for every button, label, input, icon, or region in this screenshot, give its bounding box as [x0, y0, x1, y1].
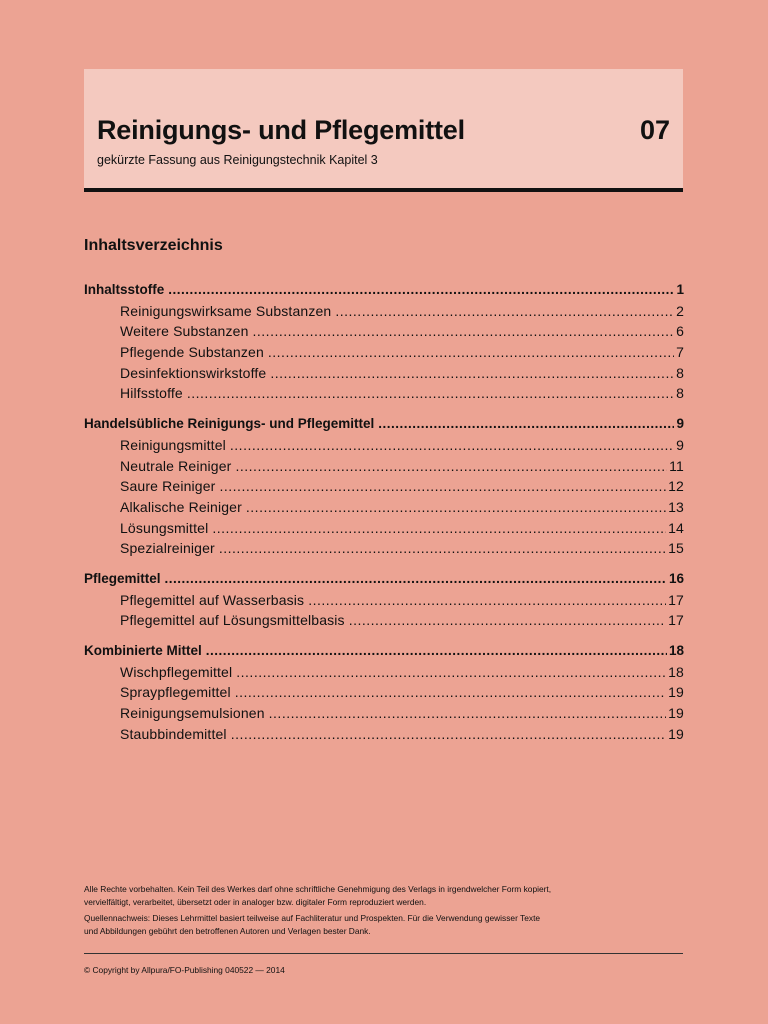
toc-entry-title: Pflegemittel auf Lösungsmittelbasis [120, 612, 345, 629]
toc-page-number: 19 [668, 684, 684, 701]
dot-leader [236, 662, 666, 683]
dot-leader [335, 301, 674, 322]
toc-page-number: 12 [668, 478, 684, 495]
chapter-number: 07 [639, 115, 670, 145]
toc-page-number: 2 [676, 302, 684, 319]
toc-subentry[interactable] [84, 682, 684, 703]
toc-entry-title: Kombinierte Mittel [84, 643, 202, 658]
toc-subentry[interactable] [84, 610, 684, 631]
dot-leader [349, 610, 666, 631]
footer-divider [84, 953, 683, 954]
toc-entry-title: Staubbindemittel [120, 725, 227, 742]
toc-subentry[interactable] [84, 383, 684, 404]
dot-leader [236, 456, 668, 477]
sources-line: Quellennachweis: Dieses Lehrmittel basiert teilweise auf Fachliteratur und Prospekten. Für die Verwendung gewisser Texte [84, 913, 541, 924]
dot-leader [268, 342, 674, 363]
toc-subentry[interactable] [84, 456, 684, 477]
toc-subentry[interactable] [84, 476, 684, 497]
toc-page-number: 1 [676, 282, 684, 297]
toc-entry-title: Reinigungswirksame Substanzen [120, 302, 332, 319]
toc-subentry[interactable] [84, 518, 684, 539]
toc-entry-title: Neutrale Reiniger [120, 457, 232, 474]
toc-entry-title: Spraypflegemittel [120, 684, 231, 701]
toc-entry-title: Spezialreiniger [120, 540, 215, 557]
toc-page-number: 13 [668, 498, 684, 515]
dot-leader [308, 590, 666, 611]
toc-subentry[interactable] [84, 321, 684, 342]
toc-subentry[interactable] [84, 590, 684, 611]
toc-entry-title: Weitere Substanzen [120, 323, 249, 340]
toc-subentry[interactable] [84, 538, 684, 559]
toc-page-number: 17 [668, 591, 684, 608]
toc-entry-title: Reinigungsmittel [120, 436, 226, 453]
rights-line: Alle Rechte vorbehalten. Kein Teil des Werkes darf ohne schriftliche Genehmigung des Verlags in irgendwelcher Form kopiert, [84, 884, 552, 894]
toc-page-number: 17 [668, 612, 684, 629]
toc-subentry[interactable] [84, 363, 684, 384]
toc-section [84, 641, 684, 744]
toc-page-number: 9 [676, 436, 684, 453]
header-divider [84, 188, 683, 192]
toc-entry-title: Alkalische Reiniger [120, 498, 242, 515]
document-title: Reinigungs- und Pflegemittel [97, 115, 465, 145]
toc-entry-title: Pflegemittel auf Wasserbasis [120, 591, 305, 608]
footer-notice [84, 883, 684, 941]
toc-subentry[interactable] [84, 301, 684, 322]
sources-notice [84, 912, 684, 937]
toc-entry-title: Lösungsmittel [120, 519, 209, 536]
toc-page-number: 19 [668, 705, 684, 722]
toc-subentry[interactable] [84, 342, 684, 363]
toc-subentry[interactable] [84, 724, 684, 745]
dot-leader [235, 682, 666, 703]
sources-line: und Abbildungen gebührt den betroffenen Autoren und Verlagen bester Dank. [84, 925, 371, 936]
toc-subentry[interactable] [84, 703, 684, 724]
toc-page-number: 11 [669, 457, 684, 474]
toc-chapter-entry[interactable] [84, 569, 684, 590]
toc-chapter-entry[interactable] [84, 641, 684, 662]
toc-entry-title: Wischpflegemittel [120, 663, 233, 680]
toc-heading: Inhaltsverzeichnis [84, 237, 223, 254]
toc-page-number: 8 [676, 364, 684, 381]
toc-entry-title: Inhaltsstoffe [84, 282, 165, 297]
toc-subentry[interactable] [84, 435, 684, 456]
dot-leader [246, 497, 666, 518]
toc-entry-title: Hilfsstoffe [120, 385, 183, 402]
toc-page-number: 7 [676, 344, 684, 361]
dot-leader [231, 724, 666, 745]
toc-page-number: 18 [668, 643, 684, 658]
dot-leader [219, 538, 666, 559]
dot-leader [378, 414, 674, 435]
dot-leader [269, 703, 666, 724]
dot-leader [206, 641, 667, 662]
dot-leader [270, 363, 674, 384]
toc-entry-title: Reinigungsemulsionen [120, 705, 265, 722]
dot-leader [187, 383, 674, 404]
toc-chapter-entry[interactable] [84, 280, 684, 301]
dot-leader [168, 280, 674, 301]
toc-entry-title: Saure Reiniger [120, 478, 216, 495]
dot-leader [230, 435, 674, 456]
toc-page-number: 6 [676, 323, 684, 340]
toc-page-number: 9 [676, 416, 684, 432]
copyright-notice: © Copyright by Allpura/FO-Publishing 040522 — 2014 [84, 965, 285, 975]
document-subtitle: gekürzte Fassung aus Reinigungstechnik Kapitel 3 [97, 153, 378, 167]
dot-leader [220, 476, 667, 497]
dot-leader [212, 518, 666, 539]
toc-section [84, 280, 684, 404]
toc-section [84, 569, 684, 631]
rights-notice [84, 883, 684, 908]
toc-section [84, 414, 684, 559]
dot-leader [253, 321, 675, 342]
toc-entry-title: Pflegemittel [84, 570, 161, 586]
toc-subentry[interactable] [84, 497, 684, 518]
toc-page-number: 8 [676, 385, 684, 402]
toc-entry-title: Desinfektionswirkstoffe [120, 364, 267, 381]
table-of-contents [84, 280, 684, 754]
dot-leader [165, 569, 667, 590]
toc-entry-title: Handelsübliche Reinigungs- und Pflegemittel [84, 416, 375, 432]
toc-page-number: 18 [668, 663, 684, 680]
toc-page-number: 16 [668, 570, 684, 586]
header-box [84, 69, 683, 188]
toc-page-number: 14 [668, 519, 684, 536]
toc-page-number: 15 [668, 540, 684, 557]
rights-line: vervielfältigt, verarbeitet, übersetzt oder in analoger bzw. digitaler Form reproduziert werden. [84, 896, 427, 907]
toc-chapter-entry[interactable] [84, 414, 684, 435]
toc-subentry[interactable] [84, 662, 684, 683]
toc-page-number: 19 [668, 725, 684, 742]
toc-entry-title: Pflegende Substanzen [120, 344, 264, 361]
